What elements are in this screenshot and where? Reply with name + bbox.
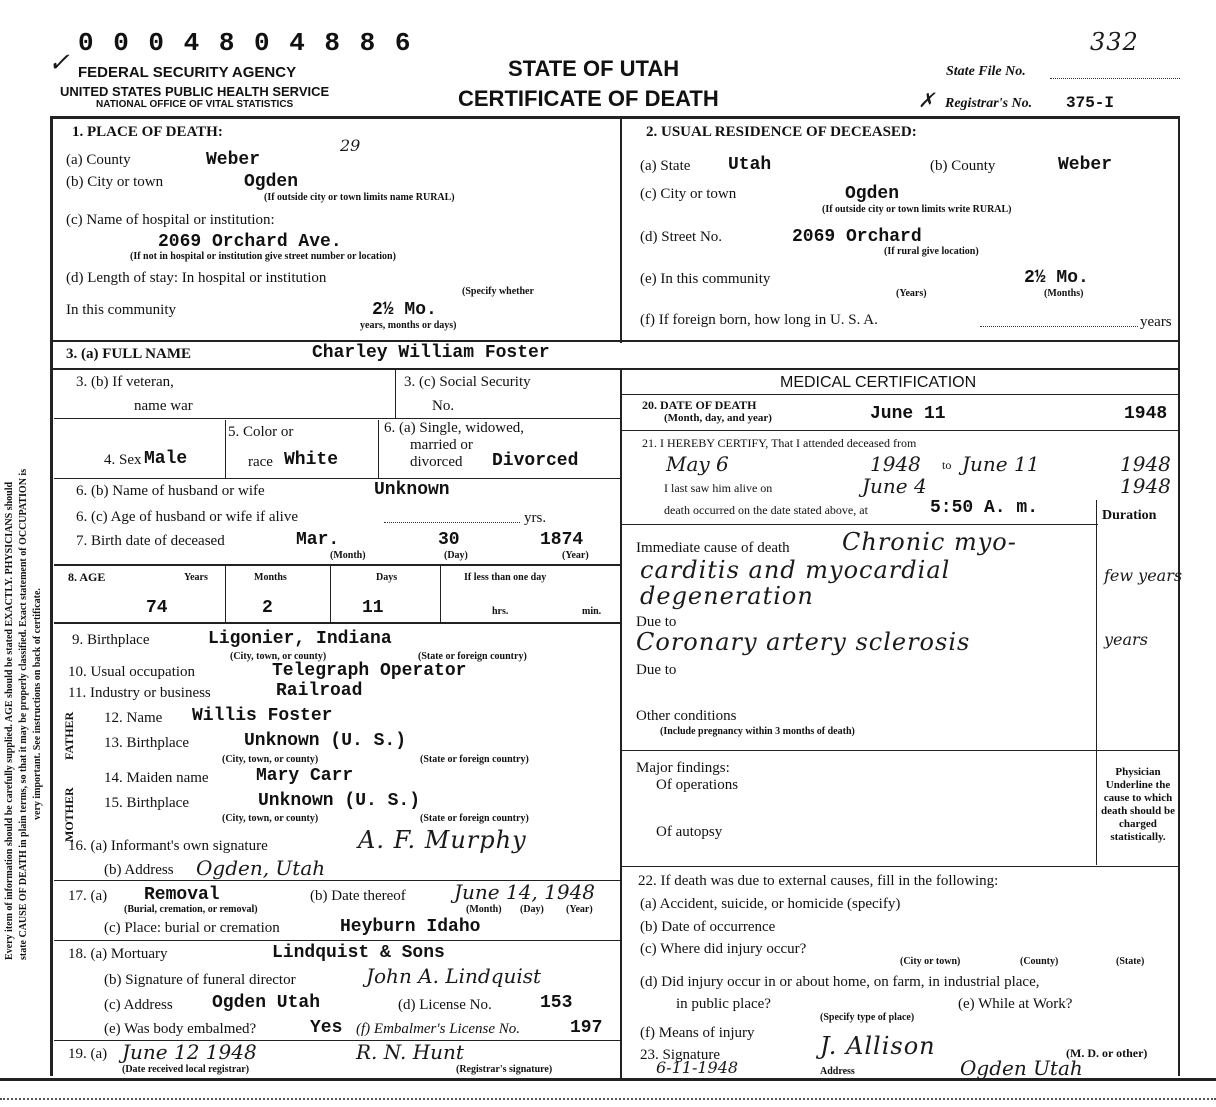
ext-a: (a) Accident, suicide, or homicide (specify): [640, 896, 901, 912]
spouse-label: 6. (b) Name of husband or wife: [76, 483, 265, 499]
place-code: 29: [340, 136, 361, 155]
marital-sub1: married or: [410, 437, 473, 453]
check-mark: ✗: [918, 88, 935, 112]
received-note: (Date received local registrar): [122, 1064, 250, 1075]
immediate-cause-2: carditis and myocardial: [640, 556, 951, 584]
to-word: to: [942, 458, 952, 472]
last-year: 1948: [1120, 474, 1171, 498]
physician-signature: J. Allison: [820, 1032, 936, 1060]
res-city-label: (c) City or town: [640, 186, 737, 202]
duration-col: [1096, 500, 1097, 865]
frame-left: [50, 116, 53, 1076]
due2-label: Due to: [636, 662, 677, 678]
marital-label: 6. (a) Single, widowed,: [384, 420, 524, 436]
sig-date: 6-11-1948: [656, 1058, 739, 1077]
spouse-age-label: 6. (c) Age of husband or wife if alive: [76, 509, 299, 525]
name-row-bottom: [50, 368, 1180, 370]
community-label: In this community: [66, 302, 176, 318]
agency-name: FEDERAL SECURITY AGENCY: [78, 64, 297, 81]
mother-name-label: 14. Maiden name: [104, 770, 209, 786]
spouse-age-line: [384, 522, 520, 523]
registrar-number: 375-I: [1066, 94, 1115, 112]
age-days: 11: [362, 598, 384, 618]
sig-address: Ogden Utah: [960, 1056, 1083, 1080]
thereof-day-note: (Day): [520, 904, 544, 915]
autopsy-label: Of autopsy: [656, 824, 723, 840]
sex: Male: [144, 449, 188, 469]
ext-e: (e) While at Work?: [958, 996, 1073, 1012]
full-name-label: 3. (a) FULL NAME: [66, 346, 191, 362]
due1-label: Due to: [636, 614, 677, 630]
duration-2: years: [1104, 630, 1148, 649]
birth-day: 30: [438, 530, 460, 550]
res-street: 2069 Orchard: [792, 227, 922, 247]
res-county: Weber: [1058, 155, 1113, 175]
frame-top: [50, 116, 1180, 119]
thereof-month-note: (Month): [466, 904, 502, 915]
race: White: [284, 450, 339, 470]
corner-note: 332: [1090, 28, 1139, 56]
ext-d-note: (Specify type of place): [820, 1012, 915, 1023]
birth-month: Mar.: [296, 530, 340, 550]
immediate-label: Immediate cause of death: [636, 540, 790, 556]
removal-note: (Burial, cremation, or removal): [124, 904, 258, 915]
last-saw: June 4: [862, 474, 927, 498]
father-name-label: 12. Name: [104, 710, 163, 726]
address-label: (b) Address: [104, 862, 174, 878]
hospital: 2069 Orchard Ave.: [158, 232, 342, 252]
industry-label: 11. Industry or business: [68, 685, 211, 701]
dod: June 11: [870, 404, 946, 424]
sex-line-top: [54, 418, 620, 419]
age-years-hdr: Years: [184, 572, 208, 583]
father-bp-label: 13. Birthplace: [104, 735, 189, 751]
from-year: 1948: [870, 452, 921, 476]
time-of-death: 5:50 A. m.: [930, 498, 1039, 518]
thereof-year-note: (Year): [566, 904, 593, 915]
attended-to: June 11: [962, 452, 1040, 476]
medical-heading: MEDICAL CERTIFICATION: [780, 374, 977, 391]
cause-top-line: [622, 524, 1098, 525]
res-community-label: (e) In this community: [640, 271, 771, 287]
mortuary-label: 18. (a) Mortuary: [68, 946, 168, 962]
res-city-note: (If outside city or town limits write RURAL): [822, 204, 1012, 215]
ext-d2: in public place?: [676, 996, 771, 1012]
full-name: Charley William Foster: [312, 343, 550, 363]
ext-b: (b) Date of occurrence: [640, 919, 776, 935]
father-name: Willis Foster: [192, 706, 333, 726]
corner-mark: ✓: [48, 48, 70, 78]
mother-name: Mary Carr: [256, 766, 354, 786]
dod-sub: (Month, day, and year): [664, 412, 772, 424]
registrar-signature: R. N. Hunt: [356, 1040, 464, 1064]
res-state-label: (a) State: [640, 158, 691, 174]
veteran-label: 3. (b) If veteran,: [76, 374, 174, 390]
other-line: [622, 750, 1178, 751]
res-city: Ogden: [845, 184, 900, 204]
ext-label: 22. If death was due to external causes, fill in the following:: [638, 873, 999, 889]
birthplace-label: 9. Birthplace: [72, 632, 150, 648]
res-years-note: (Years): [896, 288, 927, 299]
to-year: 1948: [1120, 452, 1171, 476]
place-county: Weber: [206, 150, 261, 170]
removal: Removal: [144, 885, 220, 905]
name-row-top: [50, 340, 1180, 342]
mother-bp-note2: (State or foreign country): [420, 813, 529, 824]
medical-heading-line: [622, 394, 1178, 395]
sex-col-2: [378, 420, 379, 478]
physician-note: Physician Underline the cause to which death should be charged statistically.: [1101, 766, 1175, 843]
birth-day-note: (Day): [444, 550, 468, 561]
director-label: (b) Signature of funeral director: [104, 972, 296, 988]
res-years-word: years: [1140, 314, 1172, 330]
duration-1: few years: [1104, 566, 1183, 585]
age-months: 2: [262, 598, 273, 618]
occupation: Telegraph Operator: [272, 661, 467, 681]
informant-label: 16. (a) Informant's own signature: [68, 838, 268, 854]
duration-header: Duration: [1102, 508, 1157, 523]
age-line-top: [54, 564, 620, 566]
address: Ogden, Utah: [196, 856, 326, 880]
serial-number: 0 0 0 4 8 0 4 8 8 6: [78, 28, 413, 58]
received-label: 19. (a): [68, 1046, 108, 1062]
age-min: min.: [582, 606, 602, 617]
birth-year-note: (Year): [562, 550, 589, 561]
age-lessday-hdr: If less than one day: [464, 572, 547, 583]
service-name: UNITED STATES PUBLIC HEALTH SERVICE: [60, 84, 330, 99]
mother-bp: Unknown (U. S.): [258, 791, 421, 811]
father-bp-note1: (City, town, or county): [222, 754, 319, 765]
dod-year: 1948: [1124, 404, 1168, 424]
father-bp-note2: (State or foreign country): [420, 754, 529, 765]
stay-note: (Specify whether: [462, 286, 534, 297]
res-street-note: (If rural give location): [884, 246, 979, 257]
veteran-sub: name war: [134, 398, 193, 414]
res-county-label: (b) County: [930, 158, 996, 174]
other-label: Other conditions: [636, 708, 737, 724]
side-instruction-1: Every item of information should be carefully supplied. AGE should be stated EXACTLY. PHYSICIANS should: [4, 481, 15, 960]
office-name: NATIONAL OFFICE OF VITAL STATISTICS: [96, 99, 294, 110]
age-col-1: [225, 566, 226, 622]
dod-label: 20. DATE OF DEATH: [642, 398, 757, 412]
spouse-yrs: yrs.: [524, 510, 547, 526]
occurred-label: death occurred on the date stated above, at: [664, 503, 868, 517]
operations-label: Of operations: [656, 777, 739, 793]
embalmer: 197: [570, 1018, 603, 1038]
ext-c-note2: (County): [1020, 956, 1059, 967]
state-file-line: [1050, 78, 1180, 79]
due1: Coronary artery sclerosis: [636, 628, 971, 656]
last-saw-label: I last saw him alive on: [664, 481, 773, 495]
res-community: 2½ Mo.: [1024, 268, 1089, 288]
attended-from: May 6: [666, 452, 729, 476]
certificate-title: CERTIFICATE OF DEATH: [458, 86, 719, 111]
registrar-note: (Registrar's signature): [456, 1064, 553, 1075]
removal-line: [54, 940, 620, 941]
embalmer-label: (f) Embalmer's License No.: [356, 1021, 521, 1037]
marital-sub2: divorced: [410, 454, 463, 470]
age-label: 8. AGE: [68, 570, 106, 584]
burial-place-label: (c) Place: burial or cremation: [104, 920, 280, 936]
certify-label: 21. I HEREBY CERTIFY, That I attended deceased from: [642, 436, 917, 450]
res-months-note: (Months): [1044, 288, 1084, 299]
res-street-label: (d) Street No.: [640, 229, 723, 245]
place-city: Ogden: [244, 172, 299, 192]
industry: Railroad: [276, 681, 363, 701]
age-col-2: [330, 566, 331, 622]
major-label: Major findings:: [636, 760, 730, 776]
res-state: Utah: [728, 155, 772, 175]
race-label: race: [248, 454, 273, 470]
sex-label: 4. Sex: [104, 452, 142, 468]
license: 153: [540, 993, 573, 1013]
mother-side-label: MOTHER: [62, 787, 76, 842]
birth-month-note: (Month): [330, 550, 366, 561]
embalmed-label: (e) Was body embalmed?: [104, 1021, 257, 1037]
informant-signature: A. F. Murphy: [358, 826, 527, 854]
sig-label: 23. Signature: [640, 1047, 720, 1063]
occupation-label: 10. Usual occupation: [68, 664, 196, 680]
other-note: (Include pregnancy within 3 months of death): [660, 726, 855, 737]
mortuary: Lindquist & Sons: [272, 943, 445, 963]
director-signature: John A. Lindquist: [366, 964, 542, 988]
ext-c-note3: (State): [1116, 956, 1145, 967]
date-thereof: June 14, 1948: [454, 880, 596, 904]
ss-label: 3. (c) Social Security: [404, 374, 531, 390]
stay-label: (d) Length of stay: In hospital or institution: [66, 270, 327, 286]
marital-status: Divorced: [492, 451, 579, 471]
birth-date-label: 7. Birth date of deceased: [76, 533, 225, 549]
mort-address-label: (c) Address: [104, 997, 173, 1013]
community-value: 2½ Mo.: [372, 300, 437, 320]
place-city-note: (If outside city or town limits name RURAL): [264, 192, 455, 203]
mother-bp-note1: (City, town, or county): [222, 813, 319, 824]
ext-f: (f) Means of injury: [640, 1025, 755, 1041]
embalmed: Yes: [310, 1018, 343, 1038]
state-title: STATE OF UTAH: [508, 56, 680, 81]
spouse: Unknown: [374, 480, 450, 500]
ss-sub: No.: [432, 398, 455, 414]
received-date: June 12 1948: [122, 1040, 257, 1064]
place-heading: 1. PLACE OF DEATH:: [72, 124, 223, 140]
father-side-label: FATHER: [62, 711, 76, 760]
hospital-note: (If not in hospital or institution give street number or location): [130, 251, 396, 262]
side-instruction-2: state CAUSE OF DEATH in plain terms, so that it may be properly classified. Exact statement of OCCUPATION is: [18, 468, 29, 960]
ext-d: (d) Did injury occur in or about home, on farm, in industrial place,: [640, 974, 1040, 990]
dod-line: [622, 430, 1178, 431]
age-years: 74: [146, 598, 168, 618]
father-bp: Unknown (U. S.): [244, 731, 407, 751]
ext-c-note1: (City or town): [900, 956, 961, 967]
cut-line: [0, 1098, 1216, 1100]
age-months-hdr: Months: [254, 572, 287, 583]
state-file-label: State File No.: [946, 64, 1026, 79]
sex-col-1: [225, 420, 226, 478]
mother-bp-label: 15. Birthplace: [104, 795, 189, 811]
age-hrs: hrs.: [492, 606, 509, 617]
res-foreign-line: [980, 326, 1138, 327]
age-days-hdr: Days: [376, 572, 398, 583]
burial-place: Heyburn Idaho: [340, 917, 481, 937]
external-line: [622, 866, 1178, 867]
frame-right: [1178, 116, 1180, 1076]
date-thereof-label: (b) Date thereof: [310, 888, 406, 904]
community-note: years, months or days): [360, 320, 457, 331]
place-county-label: (a) County: [66, 152, 131, 168]
birthplace-note1: (City, town, or county): [230, 651, 327, 662]
sex-line-bottom: [54, 478, 620, 479]
md-note: (M. D. or other): [1066, 1046, 1148, 1060]
ext-c: (c) Where did injury occur?: [640, 941, 807, 957]
license-label: (d) License No.: [398, 997, 492, 1013]
residence-heading: 2. USUAL RESIDENCE OF DECEASED:: [646, 124, 917, 140]
top-divider: [620, 118, 622, 343]
mort-address: Ogden Utah: [212, 993, 321, 1013]
birth-year: 1874: [540, 530, 584, 550]
removal-label: 17. (a): [68, 888, 108, 904]
hospital-label: (c) Name of hospital or institution:: [66, 212, 275, 228]
immediate-cause-3: degeneration: [640, 582, 814, 610]
veteran-col: [395, 370, 396, 418]
immediate-cause-1: Chronic myo-: [842, 528, 1017, 556]
age-col-3: [440, 566, 441, 622]
registrar-label: Registrar's No.: [945, 96, 1033, 111]
birthplace-note2: (State or foreign country): [418, 651, 527, 662]
main-divider: [620, 368, 622, 1078]
age-line-bottom: [54, 622, 620, 624]
res-foreign-label: (f) If foreign born, how long in U. S. A.: [640, 312, 878, 328]
place-city-label: (b) City or town: [66, 174, 164, 190]
color-label: 5. Color or: [228, 424, 294, 440]
sig-address-label: Address: [820, 1066, 855, 1077]
side-instruction-3: very important. See instructions on back of certificate.: [32, 588, 43, 820]
birthplace: Ligonier, Indiana: [208, 629, 392, 649]
